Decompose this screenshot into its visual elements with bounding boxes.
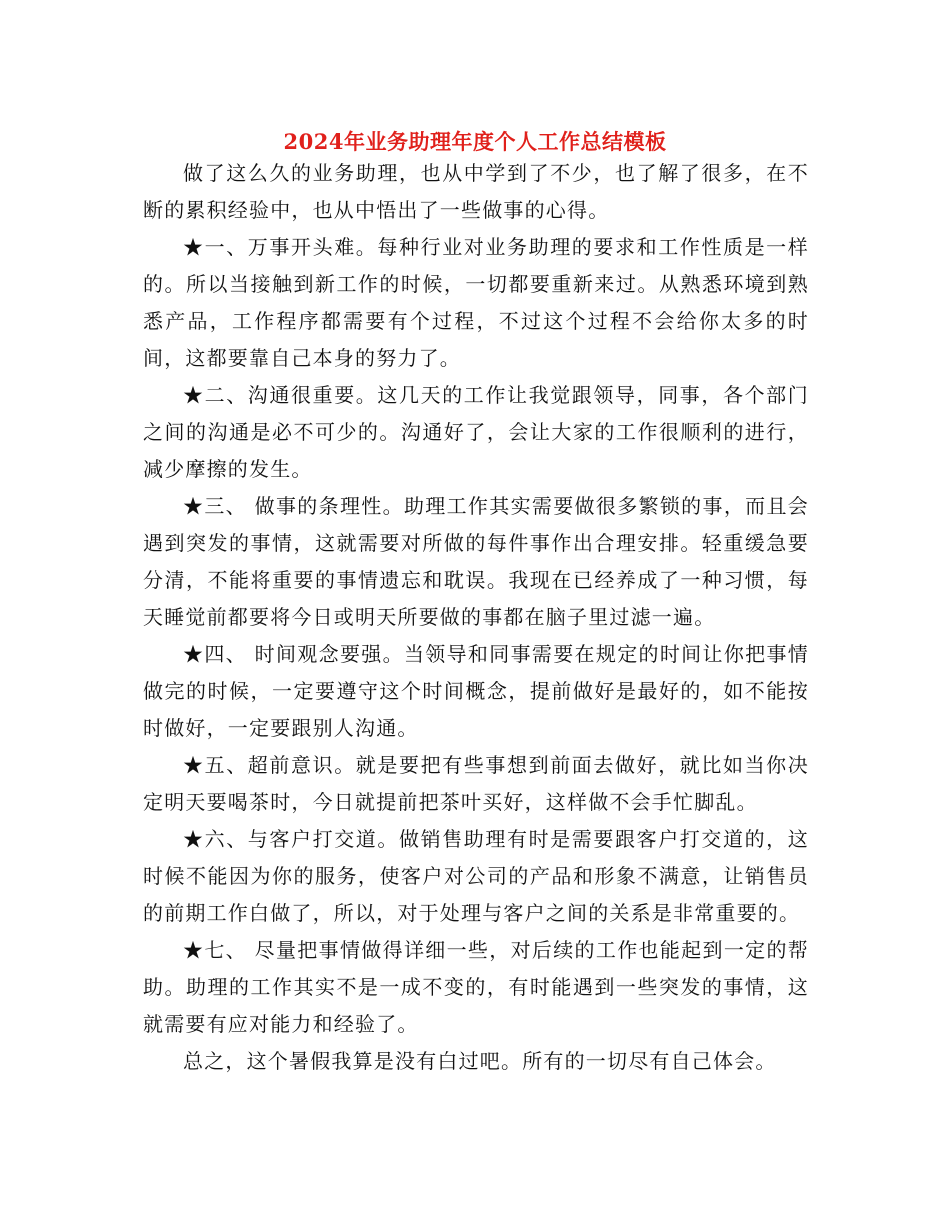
paragraph-point-6: ★六、与客户打交道。做销售助理有时是需要跟客户打交道的，这时候不能因为你的服务，使客户对公司的产品和形象不满意，让销售员的前期工作白做了，所以，对于处理与客户之间的关系是非常重要的。 <box>143 827 809 925</box>
paragraph-intro: 做了这么久的业务助理，也从中学到了不少，也了解了很多，在不断的累积经验中，也从中悟出了一些做事的心得。 <box>143 161 809 222</box>
paragraph-point-7: ★七、 尽量把事情做得详细一些，对后续的工作也能起到一定的帮助。助理的工作其实不是一成不变的，有时能遇到一些突发的事情，这就需要有应对能力和经验了。 <box>143 938 809 1036</box>
paragraph-point-4: ★四、 时间观念要强。当领导和同事需要在规定的时间让你把事情做完的时候，一定要遵守这个时间概念，提前做好是最好的，如不能按时做好，一定要跟别人沟通。 <box>143 642 809 740</box>
document-body <box>143 155 809 1080</box>
paragraph-point-3: ★三、 做事的条理性。助理工作其实需要做很多繁锁的事，而且会遇到突发的事情，这就需要对所做的每件事作出合理安排。轻重缓急要分清，不能将重要的事情遗忘和耽误。我现在已经养成了一种习惯，每天睡觉前都要将今日或明天所要做的事都在脑子里过滤一遍。 <box>143 494 809 629</box>
paragraph-point-2: ★二、沟通很重要。这几天的工作让我觉跟领导，同事，各个部门之间的沟通是必不可少的。沟通好了，会让大家的工作很顺利的进行，减少摩擦的发生。 <box>143 383 809 481</box>
document-title: 2024年业务助理年度个人工作总结模板 <box>283 129 667 155</box>
paragraph-point-1: ★一、万事开头难。每种行业对业务助理的要求和工作性质是一样的。所以当接触到新工作的时候，一切都要重新来过。从熟悉环境到熟悉产品，工作程序都需要有个过程，不过这个过程不会给你太多的时间，这都要靠自己本身的努力了。 <box>143 235 809 370</box>
paragraph-conclusion: 总之，这个暑假我算是没有白过吧。所有的一切尽有自己体会。 <box>183 1049 777 1073</box>
paragraph-point-5: ★五、超前意识。就是要把有些事想到前面去做好，就比如当你决定明天要喝茶时，今日就提前把茶叶买好，这样做不会手忙脚乱。 <box>143 753 809 814</box>
